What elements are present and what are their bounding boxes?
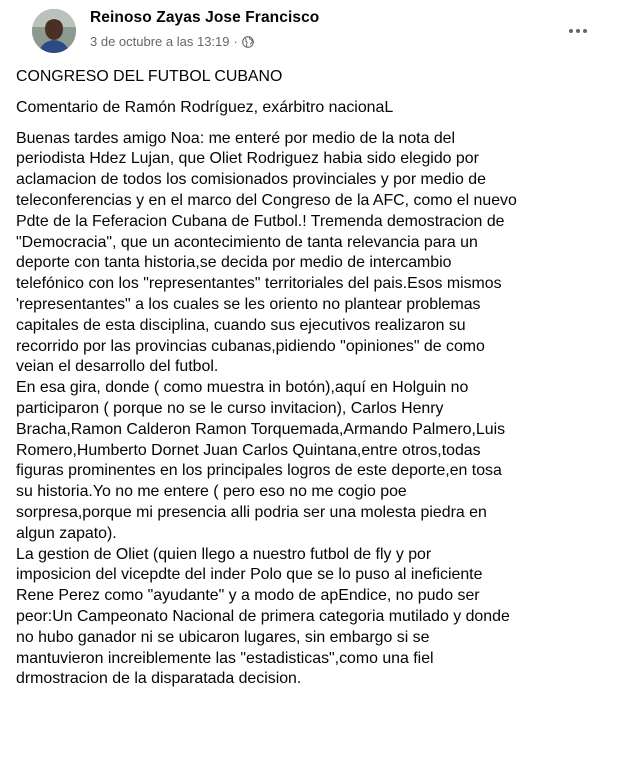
text-line: su historia.Yo no me entere ( pero eso no me cogio poe xyxy=(16,483,407,501)
text-line: 'representantes" a los cuales se les oriento no plantear problemas xyxy=(16,295,481,313)
post-meta xyxy=(90,34,254,49)
text-line: imposicion del vicepdte del inder Polo que se lo puso al ineficiente xyxy=(16,566,483,584)
text-line: capitales de esta disciplina, cuando sus ejecutivos realizaron su xyxy=(16,316,466,334)
text-line: figuras prominentes en los principales logros de este deporte,en tosa xyxy=(16,462,502,480)
text-line: sorpresa,porque mi presencia alli podria ser una molesta piedra en xyxy=(16,503,487,521)
globe-icon[interactable] xyxy=(242,36,254,48)
avatar[interactable] xyxy=(32,9,76,53)
post-header xyxy=(16,0,618,62)
text-line: Rene Perez como "ayudante" y a modo de apEndice, no pudo ser xyxy=(16,587,480,605)
text-line: periodista Hdez Lujan, que Oliet Rodriguez habia sido elegido por xyxy=(16,150,479,168)
post-text xyxy=(16,129,608,691)
text-line: Pdte de la Feferacion Cubana de Futbol.! Tremenda demostracion de xyxy=(16,212,505,230)
meta-separator: · xyxy=(233,34,238,49)
text-line: deporte con tanta historia,se decida por medio de intercambio xyxy=(16,254,452,272)
post-timestamp[interactable]: 3 de octubre a las 13:19 xyxy=(90,34,230,49)
text-line: aclamacion de todos los comisionados provinciales y por medio de xyxy=(16,171,486,189)
text-line: drmostracion de la disparatada decision. xyxy=(16,670,302,688)
post-body xyxy=(16,67,608,690)
text-line: no hubo ganador ni se ubicaron lugares, sin embargo si se xyxy=(16,628,430,646)
text-line: mantuvieron increiblemente las "estadisticas",como una fiel xyxy=(16,649,434,667)
text-line: En esa gira, donde ( como muestra in botón),aquí en Holguin no xyxy=(16,379,469,397)
text-line: Buenas tardes amigo Noa: me enteré por medio de la nota del xyxy=(16,129,456,147)
post-subtitle: Comentario de Ramón Rodríguez, exárbitro nacionaL xyxy=(16,98,394,116)
text-line: "Democracia", que un acontecimiento de tanta relevancia para un xyxy=(16,233,478,251)
text-line: La gestion de Oliet (quien llego a nuestro futbol de fly y por xyxy=(16,545,432,563)
more-options-icon[interactable] xyxy=(560,17,596,45)
text-line: Romero,Humberto Dornet Juan Carlos Quintana,entre otros,todas xyxy=(16,441,481,459)
post-title: CONGRESO DEL FUTBOL CUBANO xyxy=(16,68,283,85)
text-line: veian el desarrollo del futbol. xyxy=(16,358,219,376)
text-line: algun zapato). xyxy=(16,524,117,542)
text-line: participaron ( porque no se le curso invitacion), Carlos Henry xyxy=(16,399,444,417)
text-line: teleconferencias y en el marco del Congreso de la AFC, como el nuevo xyxy=(16,191,517,209)
text-line: Bracha,Ramon Calderon Ramon Torquemada,Armando Palmero,Luis xyxy=(16,420,506,438)
text-line: telefónico con los "representantes" territoriales del pais.Esos mismos xyxy=(16,275,502,293)
text-line: peor:Un Campeonato Nacional de primera categoria mutilado y donde xyxy=(16,607,510,625)
text-line: recorrido por las provincias cubanas,pidiendo "opiniones" de como xyxy=(16,337,485,355)
author-name[interactable]: Reinoso Zayas Jose Francisco xyxy=(90,9,320,26)
